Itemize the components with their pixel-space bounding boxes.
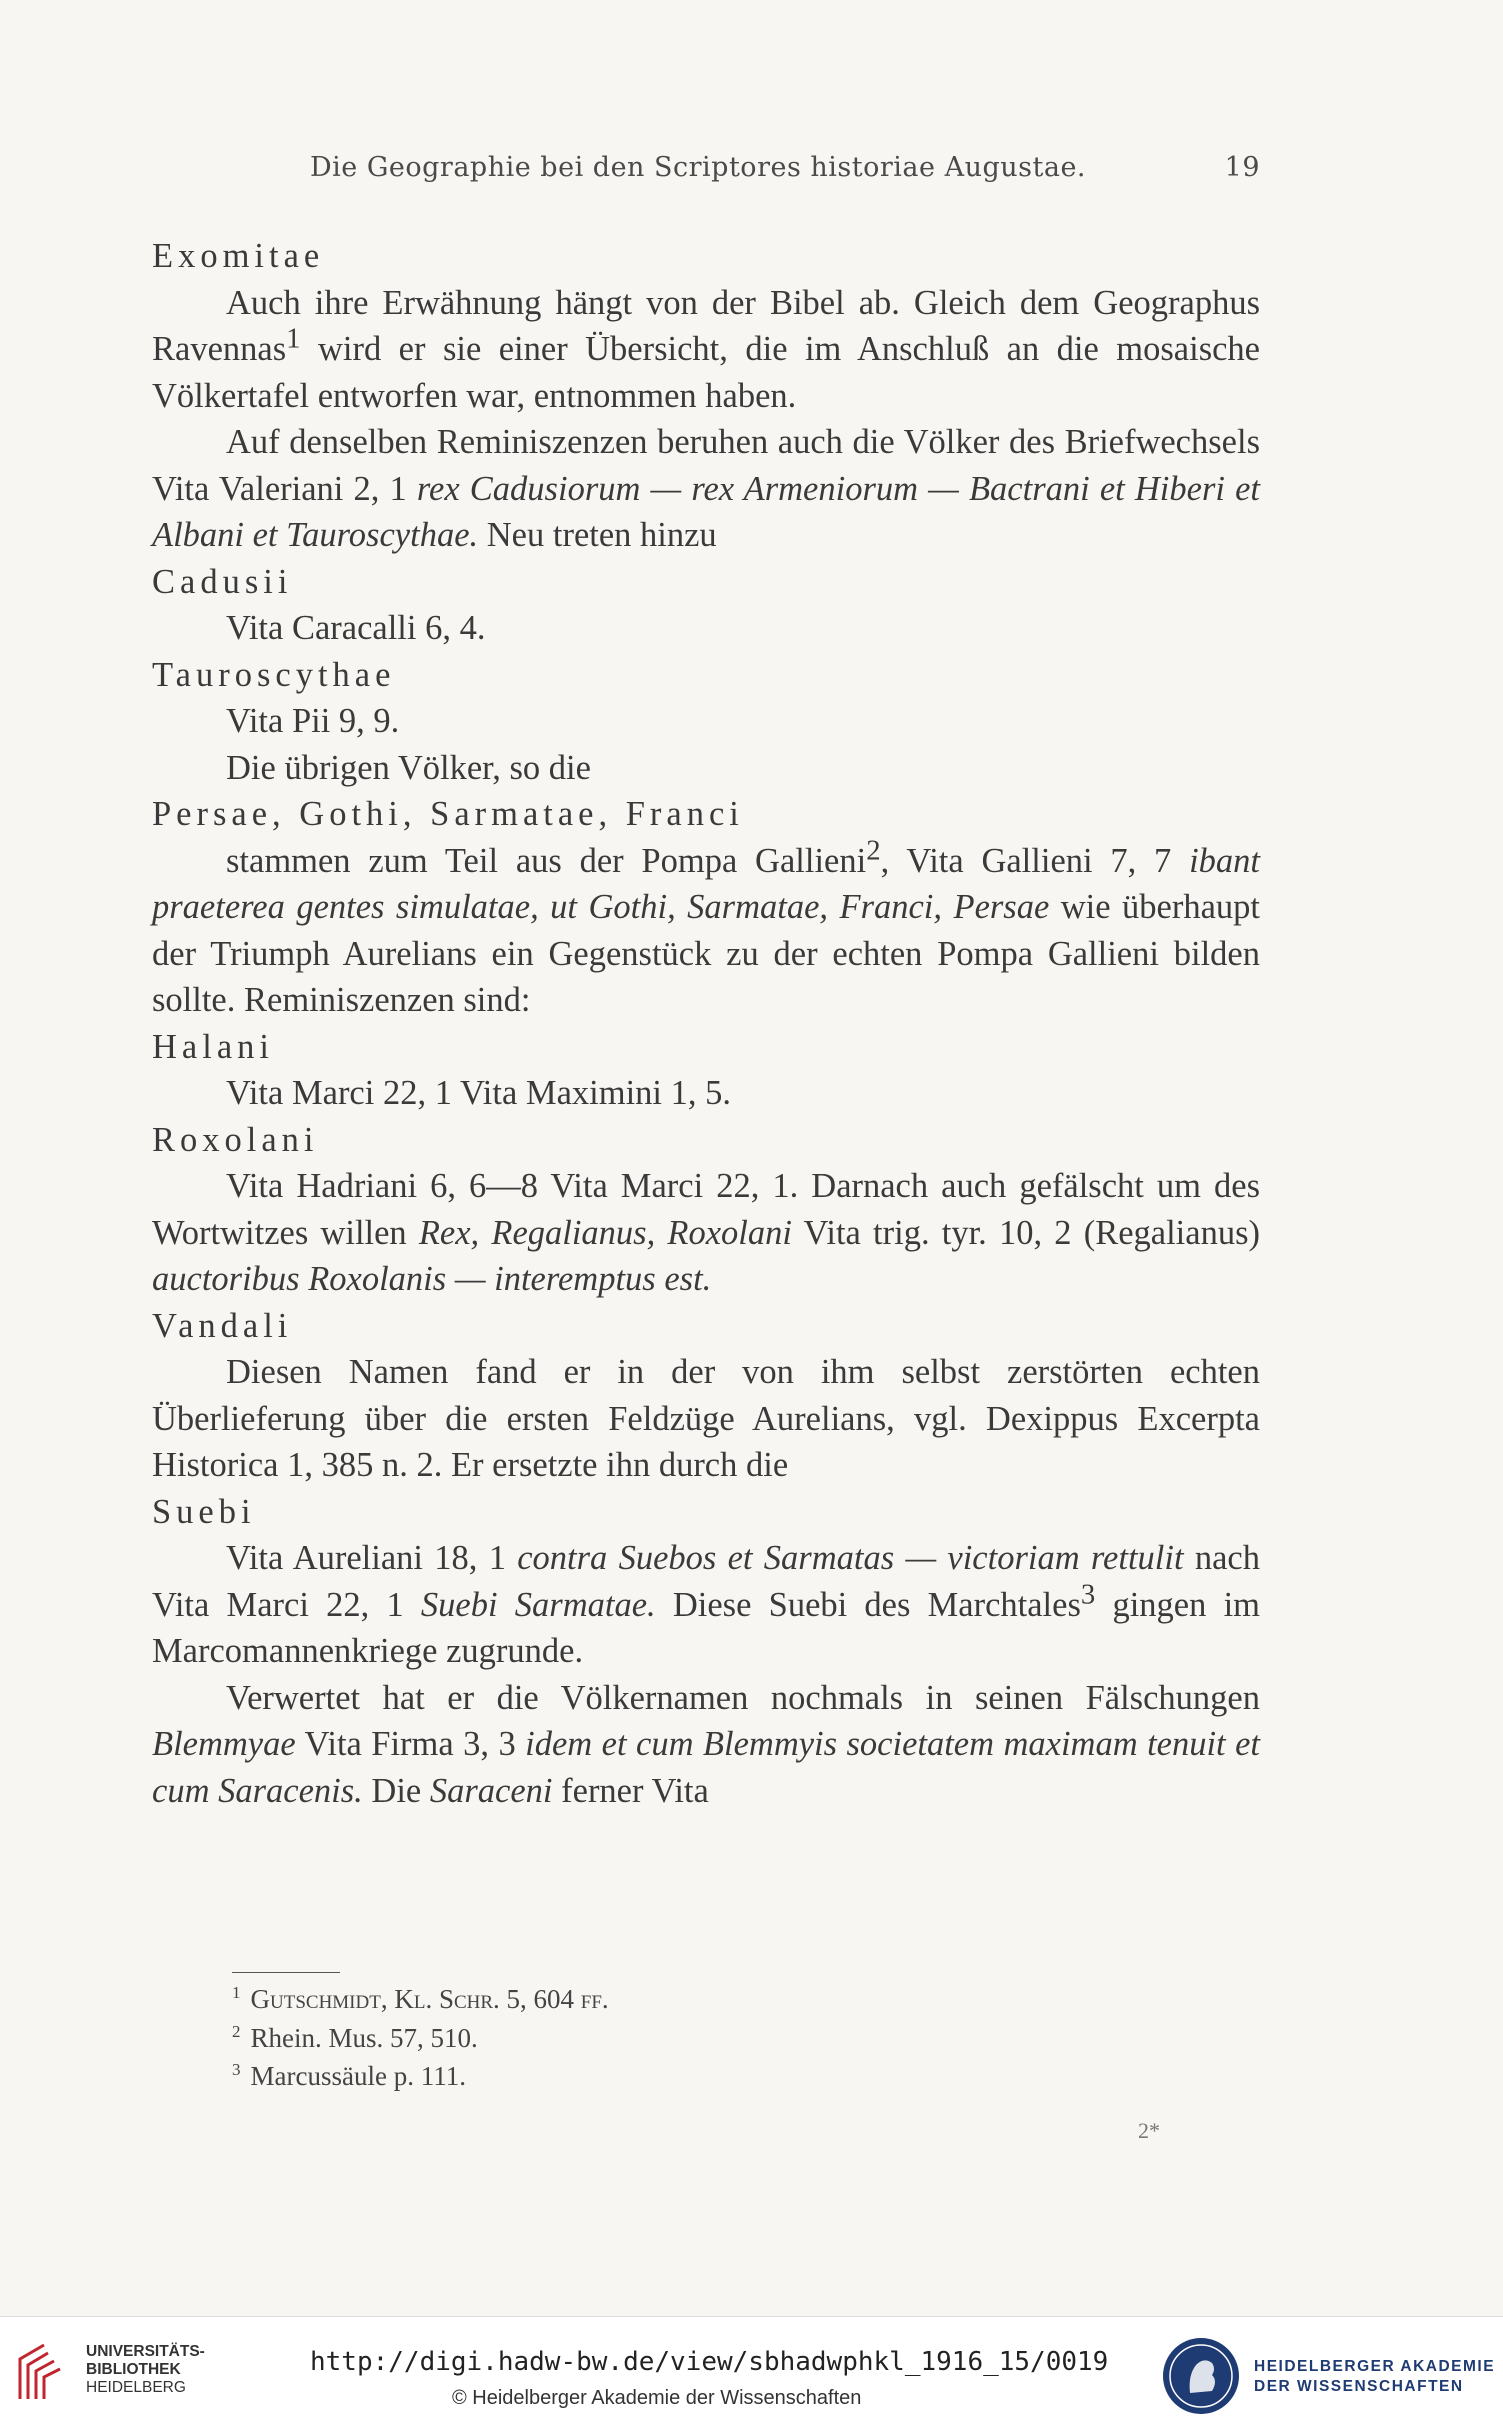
footnote-mark: 1 bbox=[232, 1983, 241, 2002]
text-run: Vita Firma 3, 3 bbox=[295, 1725, 526, 1763]
citation-halani: Vita Marci 22, 1 Vita Maximini 1, 5. bbox=[226, 1074, 731, 1112]
italic-run: Suebi Sarmatae. bbox=[420, 1585, 656, 1624]
heading-persae: Persae, Gothi, Sarmatae, Franci bbox=[152, 795, 744, 833]
academy-line: HEIDELBERGER AKADEMIE bbox=[1254, 2358, 1496, 2375]
footer-bar bbox=[0, 2316, 1503, 2425]
text-run: nach Vita Marci 22, 1 bbox=[152, 1539, 1260, 1624]
paragraph-8 bbox=[152, 1535, 1260, 1675]
paragraph-6 bbox=[152, 1163, 1260, 1303]
heading-exomitae: Exomitae bbox=[152, 237, 325, 275]
italic-run: auctoribus Roxolanis — interemptus est. bbox=[152, 1260, 712, 1298]
academy-name bbox=[1254, 2357, 1495, 2397]
footnote-mark: 3 bbox=[232, 2060, 241, 2079]
citation-cadusii: Vita Caracalli 6, 4. bbox=[226, 609, 486, 647]
italic-run: idem et cum Blemmyis societatem maximam tenuit et cum Saracenis. bbox=[152, 1725, 1260, 1810]
heading-roxolani: Roxolani bbox=[152, 1120, 319, 1159]
footnote-1 bbox=[232, 1980, 1132, 2019]
footnote-ref-2[interactable]: 2 bbox=[866, 834, 881, 866]
text-run: Diese Suebi des Marchtales bbox=[655, 1585, 1081, 1624]
text-run: Auf denselben Reminiszenzen beruhen auch die Völker des Briefwechsels Vita Valeriani 2, 1 bbox=[152, 423, 1260, 508]
library-line: HEIDELBERG bbox=[86, 2379, 186, 2396]
footnote-ref-1[interactable]: 1 bbox=[286, 322, 301, 355]
footnote-3 bbox=[232, 2057, 1132, 2096]
heading-suebi: Suebi bbox=[152, 1492, 256, 1531]
italic-run: Rex, Regalianus, Roxolani bbox=[418, 1213, 792, 1252]
citation-tauroscythae: Vita Pii 9, 9. bbox=[226, 702, 400, 740]
paragraph-7: Diesen Namen fand er in der von ihm selbst zerstörten echten Überlieferung über die ersten Feldzüge Aurelians, vgl. Dexippus Excerpta Historica 1, 385 n. 2. Er ersetzte ihn durch die bbox=[152, 1353, 1260, 1484]
paragraph-9 bbox=[152, 1675, 1260, 1815]
line-uebrige: Die übrigen Völker, so die bbox=[226, 748, 591, 787]
running-title: Die Geographie bei den Scriptores historiae Augustae. bbox=[310, 152, 1087, 183]
text-run: gingen im Marcomannenkriege zugrunde. bbox=[152, 1585, 1261, 1670]
italic-run: Blemmyae bbox=[152, 1725, 296, 1763]
italic-run: Saraceni bbox=[429, 1771, 553, 1810]
text-run: stammen zum Teil aus der Pompa Gallieni bbox=[226, 841, 867, 880]
university-library-name bbox=[86, 2343, 205, 2397]
footnote-text: Marcussäule p. 111. bbox=[250, 2061, 466, 2091]
text-run: Neu treten hinzu bbox=[478, 516, 717, 554]
paragraph-4 bbox=[152, 834, 1261, 1024]
text-run: ferner Vita bbox=[552, 1771, 709, 1810]
heading-vandali: Vandali bbox=[152, 1306, 293, 1345]
page-number: 19 bbox=[1224, 152, 1260, 183]
paragraph-1 bbox=[152, 280, 1260, 420]
text-run: wird er sie einer Übersicht, die im Anschluß an die mosaische Völkertafel entworfen war, entnommen haben. bbox=[152, 330, 1260, 415]
text-run: Verwertet hat er die Völkernamen nochmals in seinen Fälschungen bbox=[226, 1678, 1260, 1717]
text-run: wie überhaupt der Triumph Aurelians ein Gegenstück zu der echten Pompa Gallieni bilden sollte. Reminiszenzen sind: bbox=[152, 888, 1261, 1019]
academy-line: DER WISSENSCHAFTEN bbox=[1254, 2378, 1464, 2395]
text-run: Vita Hadriani 6, 6—8 Vita Marci 22, 1. Darnach auch gefälscht um des Wortwitzes willen bbox=[152, 1167, 1260, 1252]
heading-tauroscythae: Tauroscythae bbox=[152, 655, 396, 694]
footnotes bbox=[232, 1980, 1132, 2096]
paragraph-2 bbox=[152, 419, 1260, 559]
text-run: Die bbox=[362, 1771, 430, 1810]
footnote-text: Rhein. Mus. 57, 510. bbox=[250, 2022, 478, 2053]
permalink-url[interactable]: http://digi.hadw-bw.de/view/sbhadwphkl_1916_15/0019 bbox=[310, 2347, 1109, 2377]
academy-seal-icon[interactable] bbox=[1160, 2335, 1242, 2417]
text-run: Vita trig. tyr. 10, 2 (Regalianus) bbox=[791, 1213, 1260, 1252]
footnote-divider bbox=[232, 1972, 340, 1973]
library-line: BIBLIOTHEK bbox=[86, 2361, 181, 2378]
footnote-text: Gutschmidt, Kl. Schr. 5, 604 ff. bbox=[250, 1984, 609, 2014]
signature-mark: 2* bbox=[1138, 2118, 1160, 2143]
running-header bbox=[310, 152, 1260, 192]
heading-halani: Halani bbox=[152, 1027, 274, 1066]
italic-run: ibant praeterea gentes simulatae, ut Gothi, Sarmatae, Franci, Persae bbox=[152, 841, 1260, 926]
library-line: UNIVERSITÄTS- bbox=[86, 2343, 205, 2360]
page-body bbox=[152, 233, 1260, 1814]
text-run: , Vita Gallieni 7, 7 bbox=[880, 841, 1190, 880]
italic-run: rex Cadusiorum — rex Armeniorum — Bactrani et Hiberi et Albani et Tauroscythae. bbox=[152, 469, 1260, 554]
footnote-ref-3[interactable]: 3 bbox=[1080, 1578, 1096, 1610]
italic-run: contra Suebos et Sarmatas — victoriam rettulit bbox=[517, 1539, 1184, 1577]
university-library-logo-icon[interactable] bbox=[14, 2339, 74, 2405]
heading-cadusii: Cadusii bbox=[152, 562, 293, 601]
text-run: Auch ihre Erwähnung hängt von der Bibel ab. Gleich dem Geographus Ravennas bbox=[152, 283, 1260, 368]
text-run: Vita Aureliani 18, 1 bbox=[226, 1539, 518, 1577]
footnote-2 bbox=[232, 2019, 1132, 2058]
copyright-notice: © Heidelberger Akademie der Wissenschaften bbox=[452, 2387, 862, 2409]
footnote-mark: 2 bbox=[232, 2021, 241, 2041]
